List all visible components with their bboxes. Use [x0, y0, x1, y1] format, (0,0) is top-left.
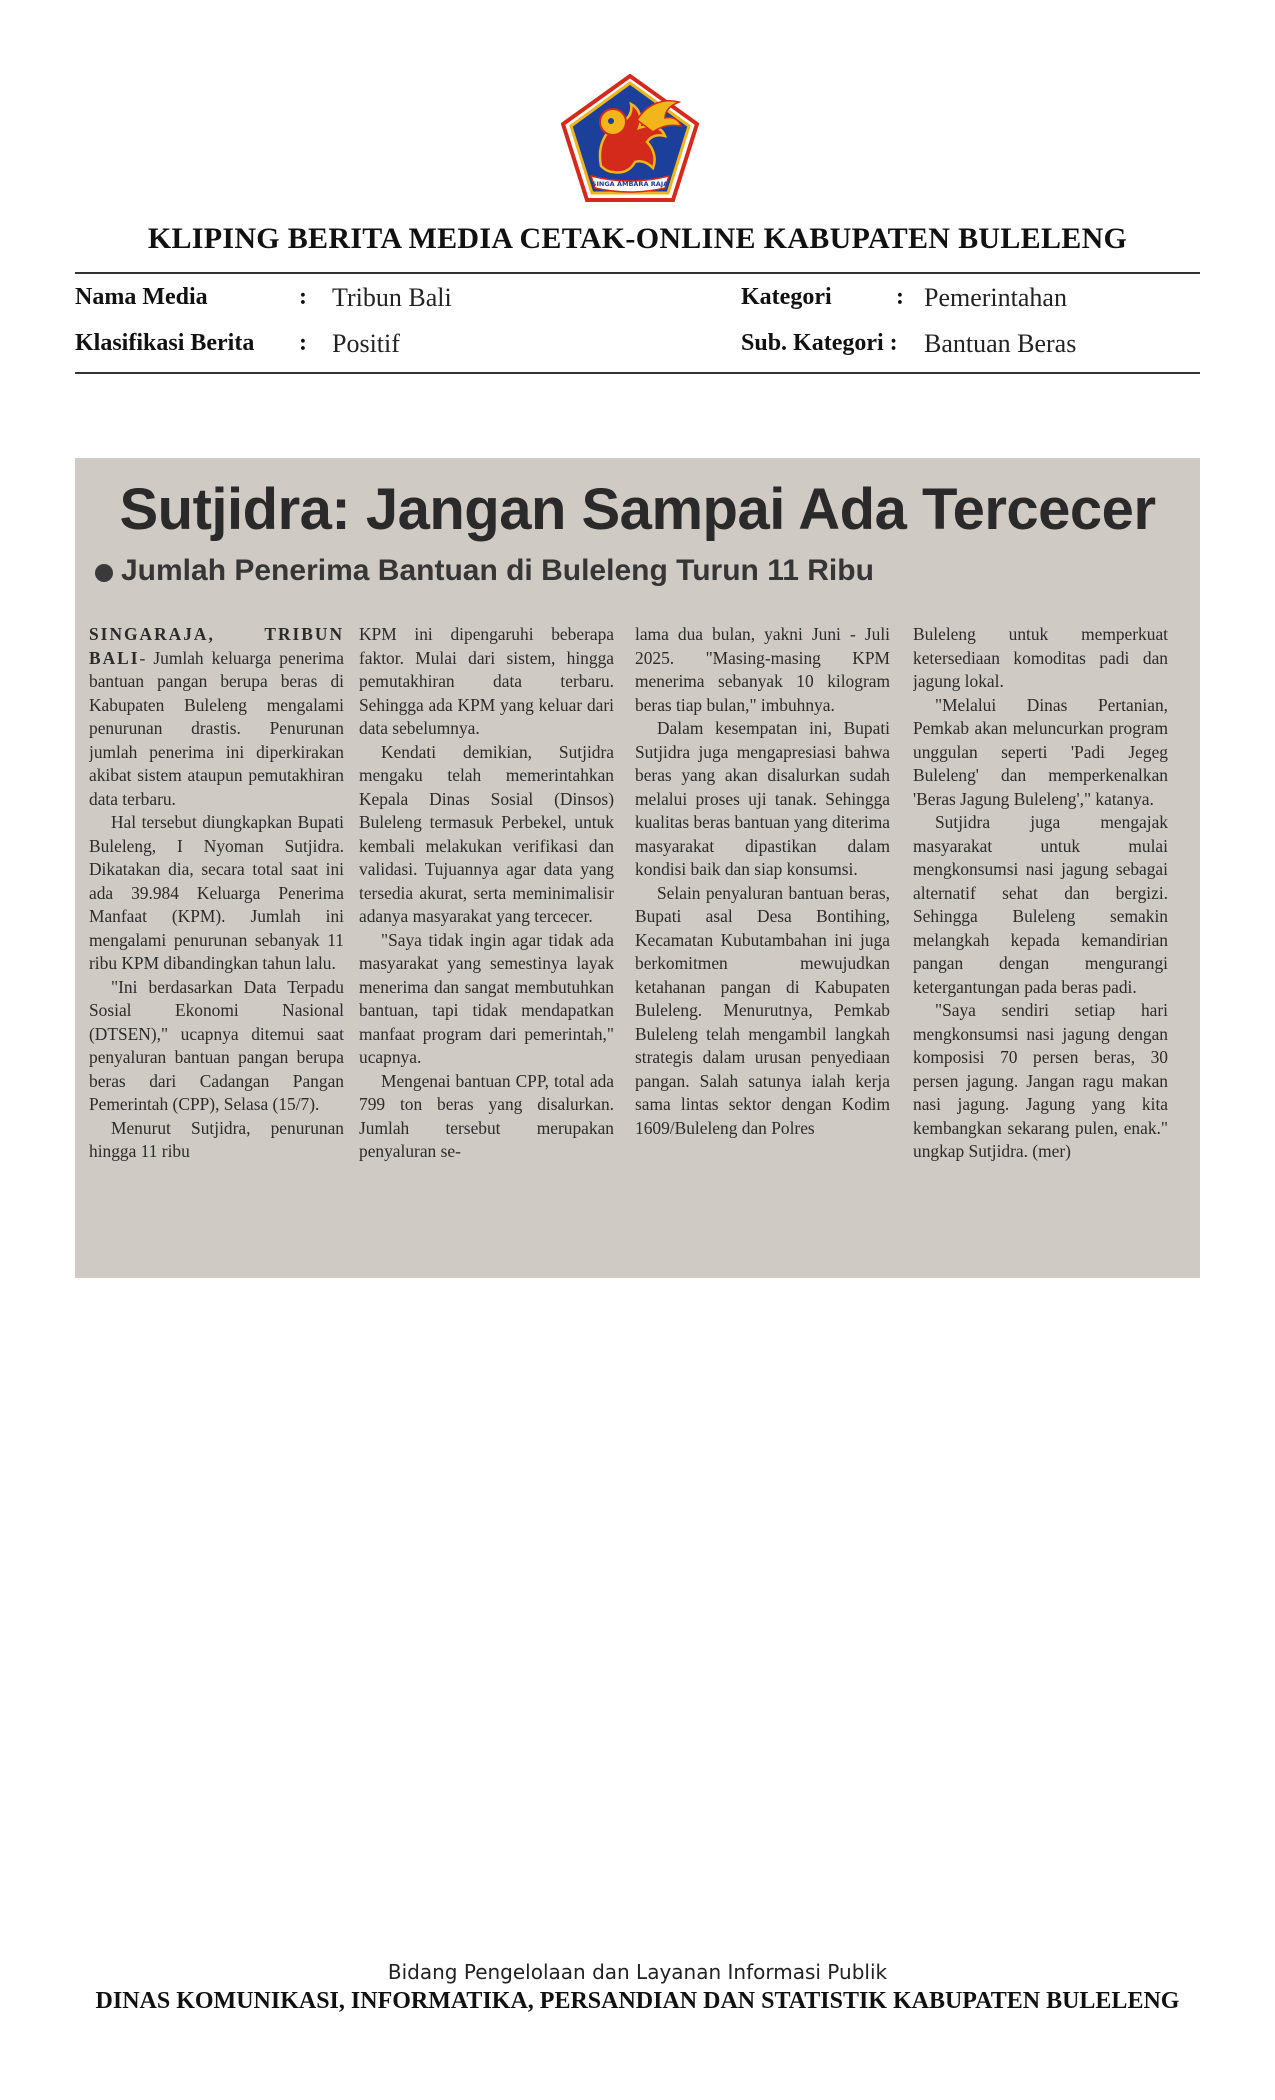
buleleng-regency-logo [561, 74, 699, 202]
article-paragraph: Buleleng untuk memperkuat ketersediaan komoditas padi dan jagung lokal. [913, 624, 1168, 691]
article-headline: Sutjidra: Jangan Sampai Ada Tercecer [119, 477, 1156, 542]
article-paragraph: lama dua bulan, yakni Juni - Juli 2025. "Masing-masing KPM menerima sebanyak 10 kilogram beras tiap bulan," imbuhnya. [635, 624, 890, 715]
klasifikasi-label: Klasifikasi Berita [75, 330, 255, 356]
article-paragraph: Mengenai bantuan CPP, total ada 799 ton beras yang disalurkan. Jumlah tersebut merupakan penyaluran se- [359, 1070, 614, 1161]
sub-kategori-label: Sub. Kategori : [741, 330, 898, 356]
article-column-3 [635, 623, 890, 1263]
colon: : [299, 284, 307, 310]
article-column-1 [89, 623, 344, 1263]
nama-media-label: Nama Media [75, 284, 208, 310]
colon: : [299, 330, 307, 356]
kategori-value: Pemerintahan [924, 283, 1067, 312]
footer-department: Bidang Pengelolaan dan Layanan Informasi Publik [387, 1960, 888, 1984]
page-title: KLIPING BERITA MEDIA CETAK-ONLINE KABUPATEN BULELENG [147, 222, 1128, 255]
article-paragraph: "Saya tidak ingin agar tidak ada masyarakat yang semestinya layak menerima dan sangat membutuhkan bantuan, tapi tidak mendapatkan manfaat program dari pemerintah," ucapnya. [359, 929, 614, 1067]
newspaper-clipping [75, 458, 1200, 1278]
article-subheadline: Jumlah Penerima Bantuan di Buleleng Turun 11 Ribu [121, 554, 874, 587]
footer-agency: DINAS KOMUNIKASI, INFORMATIKA, PERSANDIAN DAN STATISTIK KABUPATEN BULELENG [95, 1988, 1180, 2014]
article-paragraph: Kendati demikian, Sutjidra mengaku telah memerintahkan Kepala Dinas Sosial (Dinsos) Buleleng termasuk Perbekel, untuk kembali melakukan verifikasi dan validasi. Tujuannya agar data yang tersedia akurat, serta meminimalisir adanya masyarakat yang tercecer. [359, 741, 614, 926]
article-paragraph: Dalam kesempatan ini, Bupati Sutjidra juga mengapresiasi bahwa beras yang akan disalurkan sudah melalui proses uji tanak. Sehingga kualitas beras bantuan yang diterima masyarakat dipastikan dalam kondisi baik dan siap konsumsi. [635, 718, 890, 879]
klasifikasi-value: Positif [332, 329, 400, 358]
article-paragraph: - Jumlah keluarga penerima bantuan pangan berupa beras di Kabupaten Buleleng mengalami penurunan drastis. Penurunan jumlah penerima ini diperkirakan akibat sistem ataupun pemutakhiran data terbaru. [89, 647, 344, 809]
divider-top [75, 272, 1200, 274]
article-paragraph: "Ini berdasarkan Data Terpadu Sosial Ekonomi Nasional (DTSEN)," ucapnya ditemui saat penyaluran bantuan pangan berupa beras dari Cadangan Pangan Pemerintah (CPP), Selasa (15/7). [89, 976, 344, 1114]
article-paragraph: Hal tersebut diungkapkan Bupati Buleleng, I Nyoman Sutjidra. Dikatakan dia, secara total saat ini ada 39.984 Keluarga Penerima Manfaat (KPM). Jumlah ini mengalami penurunan sebanyak 11 ribu KPM dibandingkan tahun lalu. [89, 812, 344, 973]
sub-kategori-value: Bantuan Beras [924, 329, 1077, 358]
article-dateline: SINGARAJA, TRIBUN BALI [89, 624, 344, 668]
article-paragraph: Sutjidra juga mengajak masyarakat untuk mulai mengkonsumsi nasi jagung sebagai alternatif sehat dan bergizi. Sehingga Buleleng semakin melangkah kepada kemandirian pangan dengan mengurangi ketergantungan pada beras padi. [913, 812, 1168, 997]
nama-media-value: Tribun Bali [332, 283, 452, 312]
article-paragraph: "Saya sendiri setiap hari mengkonsumsi nasi jagung dengan komposisi 70 persen beras, 30 persen jagung. Jangan ragu makan nasi jagung. Jagung yang kita kembangkan sekarang pulen, enak." ungkap Sutjidra. (mer) [913, 1000, 1168, 1161]
article-paragraph: Menurut Sutjidra, penurunan hingga 11 ribu [89, 1117, 344, 1161]
article-column-4 [913, 623, 1168, 1263]
article-paragraph: KPM ini dipengaruhi beberapa faktor. Mulai dari sistem, hingga pemutakhiran data terbaru. Sehingga ada KPM yang keluar dari data sebelumnya. [359, 624, 614, 738]
article-paragraph: "Melalui Dinas Pertanian, Pemkab akan meluncurkan program unggulan seperti 'Padi Jegeg Buleleng' dan memperkenalkan 'Beras Jagung Buleleng'," katanya. [913, 694, 1168, 809]
svg-text:SINGA AMBARA RAJA: SINGA AMBARA RAJA [591, 180, 669, 188]
colon: : [896, 284, 904, 310]
kategori-label: Kategori [741, 284, 832, 310]
article-column-2 [359, 623, 614, 1263]
divider-bottom [75, 372, 1200, 374]
bullet-icon [95, 564, 113, 582]
article-paragraph: Selain penyaluran bantuan beras, Bupati asal Desa Bontihing, Kecamatan Kubutambahan ini juga berkomitmen mewujudkan ketahanan pangan di Kabupaten Buleleng. Menurutnya, Pemkab Buleleng telah mengambil langkah strategis dalam urusan penyediaan pangan. Salah satunya ialah kerja sama lintas sektor dengan Kodim 1609/Buleleng dan Polres [635, 882, 890, 1138]
